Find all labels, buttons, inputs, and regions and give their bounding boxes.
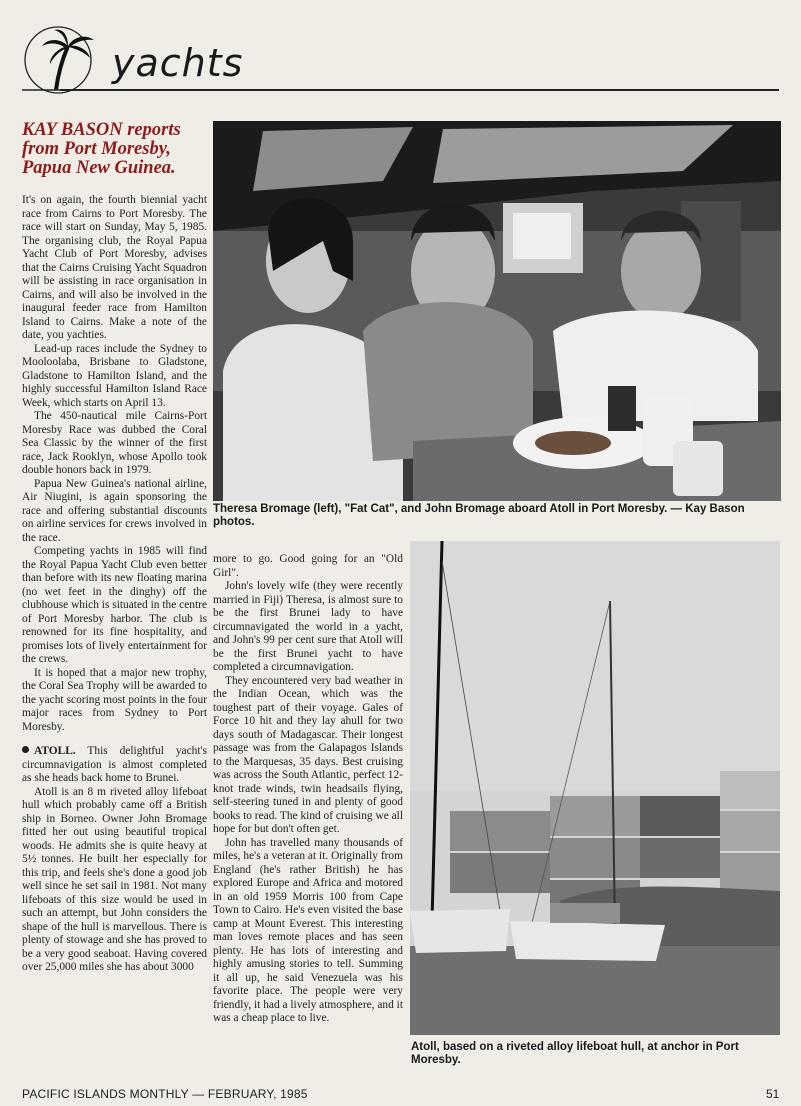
paragraph: more to go. Good going for an "Old Girl". xyxy=(213,553,403,579)
section-title: yachts xyxy=(112,41,244,85)
atoll-lead: ATOLL. xyxy=(34,745,76,757)
paragraph: Lead-up races include the Sydney to Mooloolaba, Brisbane to Gladstone, Gladstone to Hamilton Island, and the highly successful Hamilton Island Race Week, which starts on April 13. xyxy=(22,342,207,409)
paragraph: They encountered very bad weather in the Indian Ocean, which was the toughest part of their voyage. Gales of Force 10 hit and they lay ahull for two days south of Madagascar. Their longest passage was from the Galapagos Islands to the Marquesas, 35 days. Best cruising was across the South Atlantic, perfect 12-knot trade winds, twin headsails flying, self-steering tuned in and plenty of good books to read. The kind of cruising we all hope for but don't often get. xyxy=(213,674,403,835)
atoll-intro: This delightful yacht's circumnavigation is almost completed as she heads back home to Brunei. xyxy=(22,745,207,784)
bullet-icon xyxy=(22,746,29,753)
yacht-photo xyxy=(410,541,780,1035)
paragraph: It's on again, the fourth biennial yacht race from Cairns to Port Moresby. The race will start on Sunday, May 5, 1985. The organising club, the Royal Papua Yacht Club of Port Moresby, advises that the Cairns Cruising Yacht Squadron will be assisting in race organisation in Cairns, and will also be involved in the inaugural feeder race from Hamilton Island to Cairns. Make a note of the date, you yachties. xyxy=(22,194,207,341)
cabin-photo xyxy=(213,121,781,501)
paragraph: It is hoped that a major new trophy, the Coral Sea Trophy will be awarded to the yacht scoring most points in the four major races from Sydney to Port Moresby. xyxy=(22,666,207,733)
paragraph: The 450-nautical mile Cairns-Port Moresby Race was dubbed the Coral Sea Classic by the winner of the first race, Jack Rooklyn, whose Apollo took double honors back in 1979. xyxy=(22,410,207,476)
footer-publication: PACIFIC ISLANDS MONTHLY — FEBRUARY, 1985 xyxy=(22,1087,308,1101)
paragraph: John has travelled many thousands of miles, he's a veteran at it. Originally from England (he's rather British) he has explored Europe and Africa and motored in an old 1959 Morris 100 from Cape Town to Cairo. He's even visited the base camp at Mount Everest. This interesting man loves remote places and has seen plenty. He has lots of interesting and highly amusing stories to tell. Summing it all up, he said Venezuela was his favorite place. The people were very friendly, it had a lively atmosphere, and it was a cheap place to live. xyxy=(213,836,403,1024)
paragraph: Competing yachts in 1985 will find the Royal Papua Yacht Club even better than before with its new floating marina (no wet feet in the dinghy) off the clubhouse which is situated in the centre of Port Moresby harbor. The club is renowned for its fine hospitality, and promises lots of lively entertainment for the crews. xyxy=(22,545,207,665)
palm-tree-icon xyxy=(18,24,114,94)
byline: KAY BASON reports from Port Moresby, Papua New Guinea. xyxy=(22,120,181,178)
atoll-paragraph xyxy=(22,745,207,786)
header-rule xyxy=(60,89,779,91)
paragraph: Atoll is an 8 m riveted alloy lifeboat hull which probably came off a British ship in Borneo. Owner John Bromage fitted her out using beautiful tropical woods. He admits she is quite heavy at 5½ tonnes. He built her especially for this trip, and feels she's done a good job well since he set sail in 1981. Not many lifeboats of this size would be used in such an attempt, but John considers the shape of the hull is marvellous. There is plenty of stowage and she has proved to be a very good seaboat. Having covered over 25,000 miles she has about 3000 xyxy=(22,785,207,973)
paragraph: Papua New Guinea's national airline, Air Niugini, is again sponsoring the race and offering substantial discounts on airline services for crews involved in the race. xyxy=(22,477,207,544)
article-column-1 xyxy=(22,194,207,975)
article-column-2 xyxy=(213,553,403,1026)
photo-caption-2: Atoll, based on a riveted alloy lifeboat hull, at anchor in Port Moresby. xyxy=(411,1041,739,1066)
page-number: 51 xyxy=(766,1087,780,1101)
paragraph: John's lovely wife (they were recently married in Fiji) Theresa, is almost sure to be the first Brunei lady to have circumnavigated the world in a yacht, and John's 99 per cent sure that Atoll will be the first Brunei yacht to have completed a circumnavigation. xyxy=(213,580,403,673)
photo-caption-1: Theresa Bromage (left), "Fat Cat", and John Bromage aboard Atoll in Port Moresby. — Kay Bason photos. xyxy=(213,503,745,528)
